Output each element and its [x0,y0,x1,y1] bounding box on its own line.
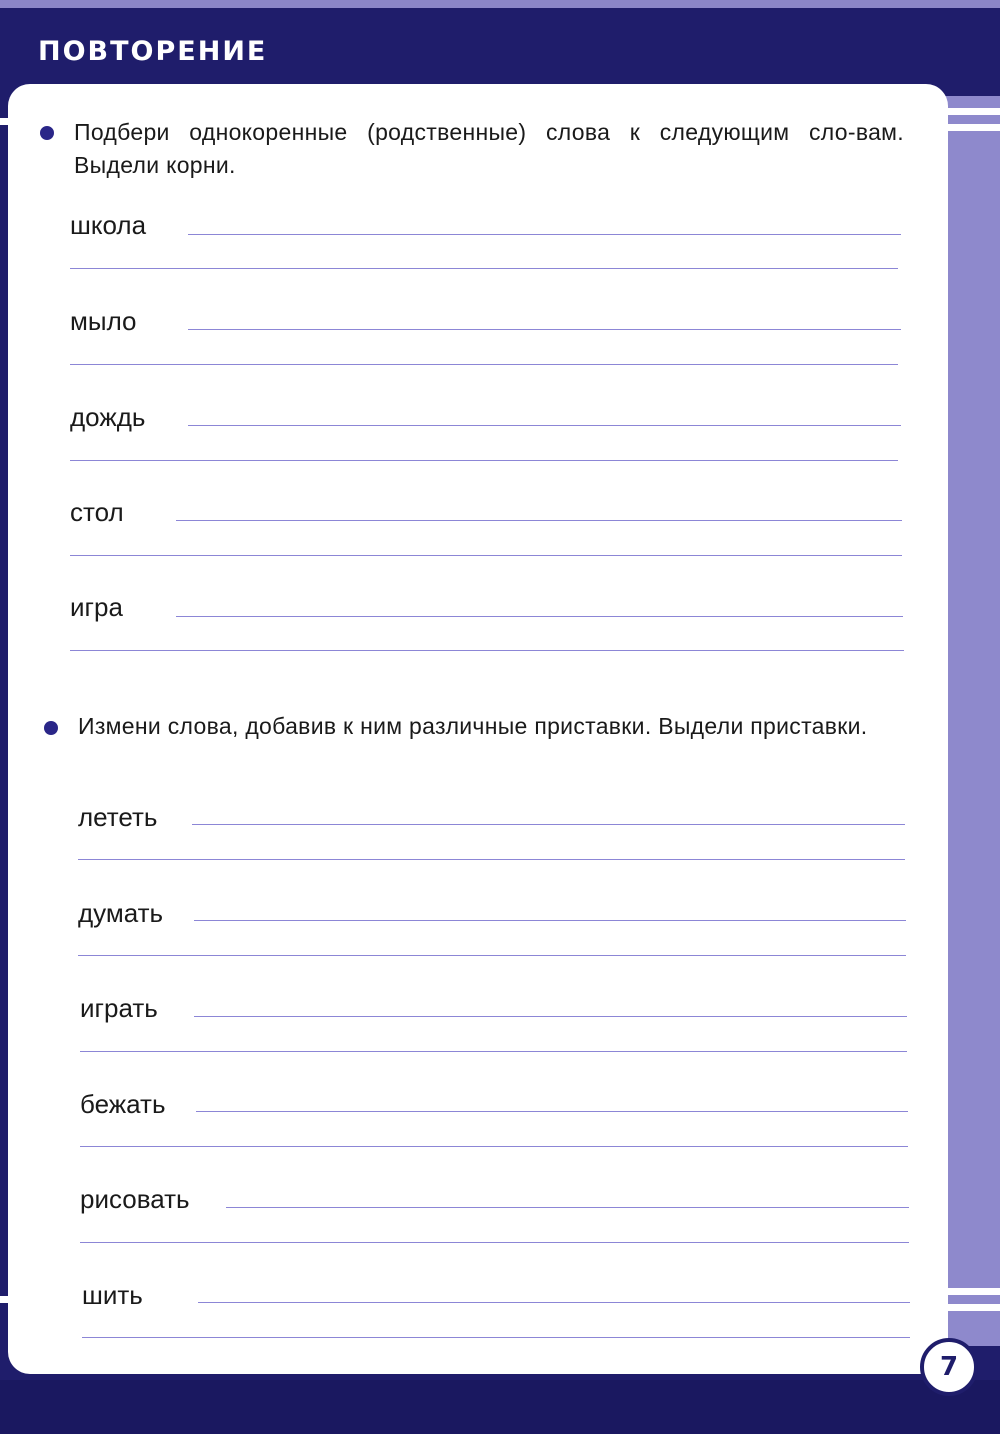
task1-word: школа [70,210,147,240]
left-stripe [0,118,8,125]
task1-instruction: Подбери однокоренные (родственные) слова к следующим сло-вам. Выдели корни. [74,119,904,178]
task2-word: думать [78,898,164,928]
answer-line[interactable] [198,1302,910,1303]
answer-line[interactable] [196,1111,908,1112]
answer-line[interactable] [194,920,906,921]
answer-line[interactable] [70,268,898,269]
answer-line[interactable] [70,364,898,365]
answer-line[interactable] [188,329,901,330]
task2-word: лететь [78,802,158,832]
task1-word: стол [70,497,124,527]
answer-line[interactable] [188,234,901,235]
page-number-badge: 7 [920,1338,978,1396]
answer-line[interactable] [70,650,904,651]
task2-instruction: Измени слова, добавив к ним различные приставки. Выдели приставки. [78,713,868,739]
bottom-band [0,1380,1000,1434]
task2-word: шить [82,1280,143,1310]
answer-line[interactable] [176,616,903,617]
task2-word: играть [80,993,158,1023]
task2-word: рисовать [80,1184,190,1214]
answer-line[interactable] [80,1242,909,1243]
answer-line[interactable] [82,1337,910,1338]
answer-line[interactable] [192,824,905,825]
answer-line[interactable] [80,1051,907,1052]
answer-line[interactable] [70,555,902,556]
answer-line[interactable] [188,425,901,426]
top-band [0,0,1000,8]
task1-word: игра [70,592,123,622]
bullet-icon [44,721,58,735]
answer-line[interactable] [78,955,906,956]
task1-word: дождь [70,402,146,432]
bullet-icon [40,126,54,140]
answer-line[interactable] [226,1207,909,1208]
answer-line[interactable] [176,520,902,521]
answer-line[interactable] [78,859,905,860]
left-stripe [0,1296,8,1303]
section-title: ПОВТОРЕНИЕ [38,36,268,67]
task2-word: бежать [80,1089,166,1119]
answer-line[interactable] [80,1146,908,1147]
answer-line[interactable] [194,1016,907,1017]
task1-word: мыло [70,306,137,336]
answer-line[interactable] [70,460,898,461]
